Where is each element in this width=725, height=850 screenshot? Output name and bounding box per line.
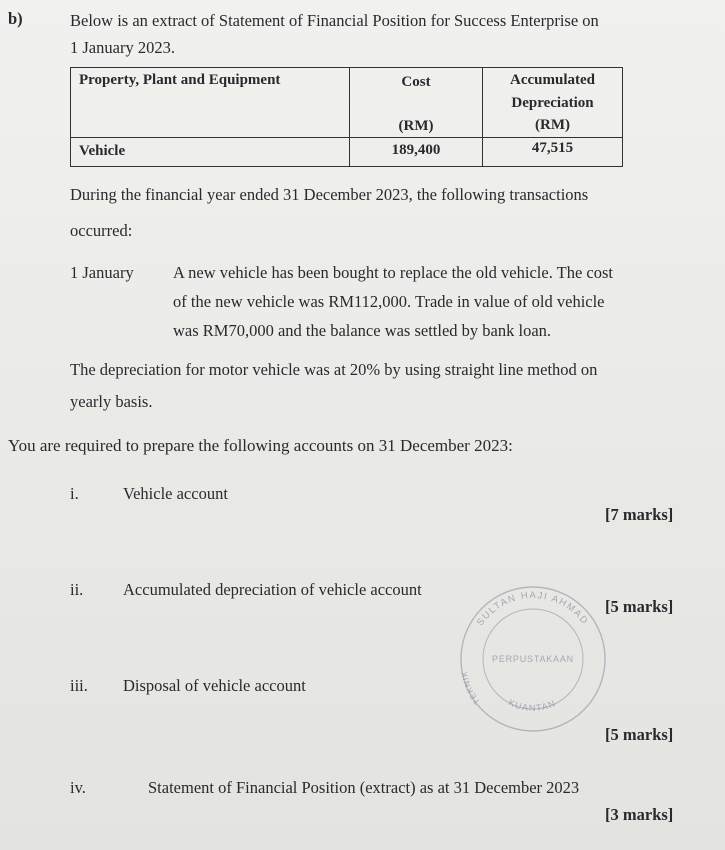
question-label: b) xyxy=(8,9,23,28)
header-ppe xyxy=(71,68,350,138)
requirement-text: You are required to prepare the following accounts on 31 December 2023: xyxy=(8,436,513,455)
stamp-bottom-text: KUANTAN xyxy=(506,697,558,713)
transaction-line-1: A new vehicle has been bought to replace the old vehicle. The cost xyxy=(173,263,614,282)
part-iii-marks: [5 marks] xyxy=(605,725,674,744)
transactions-intro-1: During the financial year ended 31 December 2023, the following transactions xyxy=(70,185,589,204)
header-accum-line2: Depreciation xyxy=(511,95,594,111)
part-iv-title: Statement of Financial Position (extract) as at 31 December 2023 xyxy=(148,778,580,797)
part-i-title: Vehicle account xyxy=(123,484,228,503)
library-stamp xyxy=(452,578,614,740)
intro-line-2: 1 January 2023. xyxy=(70,38,175,57)
row-item: Vehicle xyxy=(71,138,350,167)
row-cost: 189,400 xyxy=(350,138,483,167)
header-cost-unit: (RM) xyxy=(398,118,434,134)
part-i-marks: [7 marks] xyxy=(605,505,674,524)
transaction-line-2: of the new vehicle was RM112,000. Trade in value of old vehicle xyxy=(173,292,605,311)
part-iii-title: Disposal of vehicle account xyxy=(123,676,306,695)
header-cost xyxy=(350,68,483,138)
part-iv-marks: [3 marks] xyxy=(605,805,674,824)
ppe-table xyxy=(70,67,623,167)
part-iv-number: iv. xyxy=(70,778,86,797)
transaction-line-3: was RM70,000 and the balance was settled by bank loan. xyxy=(173,321,552,340)
table-row xyxy=(71,138,623,167)
row-accum: 47,515 xyxy=(483,138,623,167)
stamp-top-text: SULTAN HAJI AHMAD xyxy=(474,589,591,629)
part-ii-number: ii. xyxy=(70,580,84,599)
part-i-number: i. xyxy=(70,484,79,503)
depreciation-line-2: yearly basis. xyxy=(70,392,153,411)
transactions-intro-2: occurred: xyxy=(70,221,133,240)
header-ppe-text: Property, Plant and Equipment xyxy=(79,72,281,88)
stamp-center-text: PERPUSTAKAAN xyxy=(492,654,574,664)
depreciation-line-1: The depreciation for motor vehicle was at 20% by using straight line method on xyxy=(70,360,598,379)
part-ii-marks: [5 marks] xyxy=(605,597,674,616)
header-accum-unit: (RM) xyxy=(535,117,570,133)
part-iii-number: iii. xyxy=(70,676,88,695)
transaction-date: 1 January xyxy=(70,263,134,282)
intro-line-1: Below is an extract of Statement of Financial Position for Success Enterprise on xyxy=(70,11,599,30)
stamp-left-text: TEKNIK xyxy=(459,669,482,707)
header-accum xyxy=(483,68,623,138)
header-cost-text: Cost xyxy=(401,74,431,90)
header-accum-line1: Accumulated xyxy=(510,72,595,88)
part-ii-title: Accumulated depreciation of vehicle account xyxy=(123,580,422,599)
